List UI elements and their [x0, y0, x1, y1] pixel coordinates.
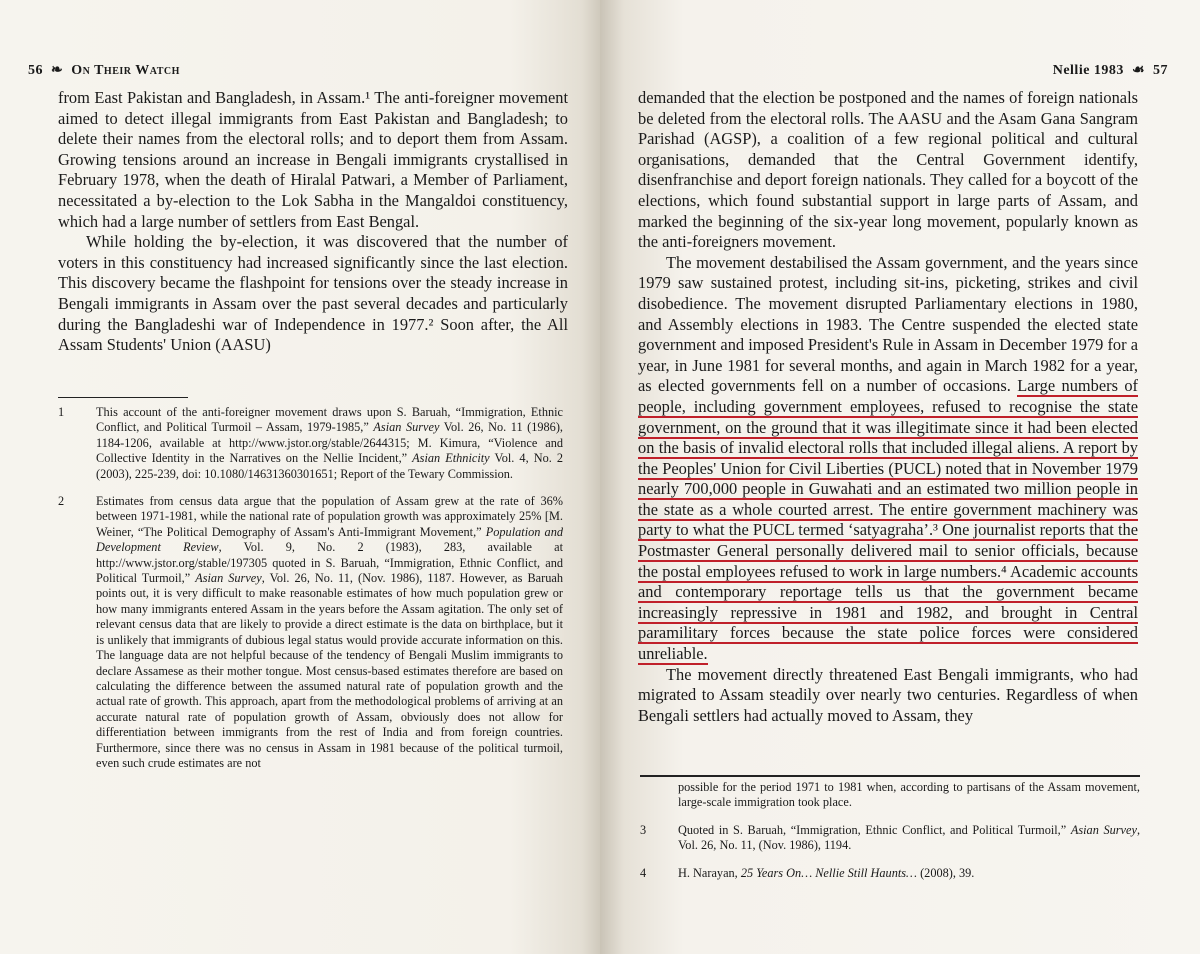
left-paragraph-2: While holding the by-election, it was discovered that the number of voters in this constituency had increased significantly since the last election. This discovery became the flashpoint for tensions over the steady increase in Bengali immigrants in Assam over the past several decades and particularly during the Bangladeshi war of Independence in 1977.² Soon after, the All Assam Students' Union (AASU)	[58, 232, 568, 355]
right-running-title: Nellie 1983	[1052, 63, 1124, 78]
right-footnotes	[640, 780, 1140, 893]
footnote-1-number: 1	[58, 405, 65, 419]
left-paragraph-1: from East Pakistan and Bangladesh, in Assam.¹ The anti-foreigner movement aimed to detect illegal immigrants from East Pakistan and Bangladesh; to delete their names from the electoral rolls; and to deport them from Assam. Growing tensions around an increase in Bengali immigrants crystallised in February 1978, when the death of Hiralal Patwari, a Member of Parliament, necessitated a by-election to the Lok Sabha in the Mangaldoi constituency, which had a large number of settlers from East Bengal.	[58, 88, 568, 231]
right-page	[600, 0, 1200, 954]
left-running-title: On Their Watch	[71, 63, 180, 78]
right-paragraph-2-plain: The movement destabilised the Assam government, and the years since 1979 saw sustained protest, including sit-ins, picketing, strikes and civil disobedience. The movement disrupted Parliamentary elections in 1980, and Assembly elections in 1983. The Centre suspended the elected state government and imposed President's Rule in Assam in December 1979 for a year, in June 1981 for several months, and again in March 1982 for a year, as elected governments fell on a number of occasions.	[638, 252, 1138, 396]
right-paragraph-1: demanded that the election be postponed and the names of foreign nationals be deleted from the electoral rolls. The AASU and the Asam Gana Sangram Parishad (AGSP), a coalition of a few regional political and cultural organisations, demanded that the Central Government identify, disenfranchise and deport foreign nationals. They called for a boycott of the elections, which found substantial support in large parts of Assam, and marked the beginning of the six-year long movement, popularly known as the anti-foreigners movement.	[638, 88, 1138, 252]
left-footnotes	[58, 405, 563, 783]
right-paragraph-3: The movement directly threatened East Bengali immigrants, who had migrated to Assam steadily over nearly two centuries. Regardless of when Bengali settlers had actually moved to Assam, they	[638, 664, 1138, 725]
red-underlined-passage: Large numbers of people, including government employees, refused to recognise the state government, on the ground that it was illegitimate since it had been elected on the basis of invalid electoral rolls that included illegal aliens. A report by the Peoples' Union for Civil Liberties (PUCL) noted that in November 1979 nearly 700,000 people in Guwahati and an estimated two million people in the state as a whole courted arrest. The entire government machinery was party to what the PUCL termed ‘satyagraha’.³ One journalist reports that the Postmaster General personally delivered mail to senior officials, because the postal employees refused to work in large numbers.⁴ Academic accounts and contemporary reportage tells us that the government became increasingly repressive in 1981 and 1982, and brought in Central paramilitary forces because the state police forces were considered unreliable.	[638, 376, 1139, 664]
right-page-number: 57	[1153, 63, 1168, 78]
footnote-3-number: 3	[640, 822, 647, 837]
left-body-text	[58, 88, 568, 356]
right-footnote-rule	[640, 775, 1140, 777]
footnote-4-number: 4	[640, 865, 647, 880]
footnote-2	[58, 494, 563, 771]
left-ornament: ❧	[51, 63, 64, 78]
right-body-text	[638, 88, 1138, 726]
left-footnote-rule	[58, 397, 188, 398]
right-running-head	[1053, 62, 1168, 79]
right-paragraph-2	[638, 253, 1138, 665]
footnote-3	[640, 823, 1140, 854]
footnote-3-text: Quoted in S. Baruah, “Immigration, Ethnic Conflict, and Political Turmoil,” Asian Survey, Vol. 26, No. 11, (Nov. 1986), 1194.	[678, 822, 1141, 853]
left-page-number: 56	[28, 63, 43, 78]
footnote-2-number: 2	[58, 494, 65, 509]
footnote-4-text: H. Narayan, 25 Years On… Nellie Still Haunts… (2008), 39.	[678, 865, 975, 880]
footnote-4	[640, 866, 1140, 881]
right-ornament: ☙	[1131, 63, 1145, 78]
footnote-1	[58, 405, 563, 482]
footnote-2-continued: possible for the period 1971 to 1981 when, according to partisans of the Assam movement, large-scale immigration took place.	[678, 780, 1140, 810]
left-running-head	[28, 62, 180, 79]
footnote-1-text: This account of the anti-foreigner movement draws upon S. Baruah, “Immigration, Ethnic Conflict, and Political Turmoil – Assam, 1979-1985,” Asian Survey Vol. 26, No. 11 (1986), 1184-1206, available at http://www.jstor.org/stable/2644315; M. Kimura, “Violence and Collective Identity in the Narratives on the Nellie Incident,” Asian Ethnicity Vol. 4, No. 2 (2003), 225-239, doi: 10.1080/14631360301651; Report of the Tewary Commission.	[96, 405, 563, 481]
footnote-2-text: Estimates from census data argue that the population of Assam grew at the rate of 36% between 1971-1981, while the national rate of population growth was approximately 25% [M. Weiner, “The Political Demography of Assam's Anti-Immigrant Movement,” Population and Development Review, Vol. 9, No. 2 (1983), 283, available at http://www.jstor.org/stable/197305 quoted in S. Baruah, “Immigration, Ethnic Conflict, and Political Turmoil,” Asian Survey, Vol. 26, No. 11, (Nov. 1986), 1187. However, as Baruah points out, it is very difficult to make reasonable estimates of how much population grew or how many immigrants entered Assam in the years before the Assam agitation. The only set of relevant census data that are likely to provide a direct estimate is the data on birthplace, but it is unlikely that immigrants of dubious legal status would provide accurate information on this. The language data are not helpful because of the tendency of Bengali Muslim immigrants to declare Assamese as their mother tongue. Most census-based estimates therefore are based on calculating the difference between the assumed natural rate of population growth and the actual rate of growth. This approach, apart from the methodological problems of arriving at an accurate natural rate of population growth of Assam, obviously does not allow for differentiation between immigrants from the rest of India and from foreign countries. Furthermore, since there was no census in Assam in 1981 because of the political turmoil, even such crude estimates are not	[96, 494, 564, 770]
